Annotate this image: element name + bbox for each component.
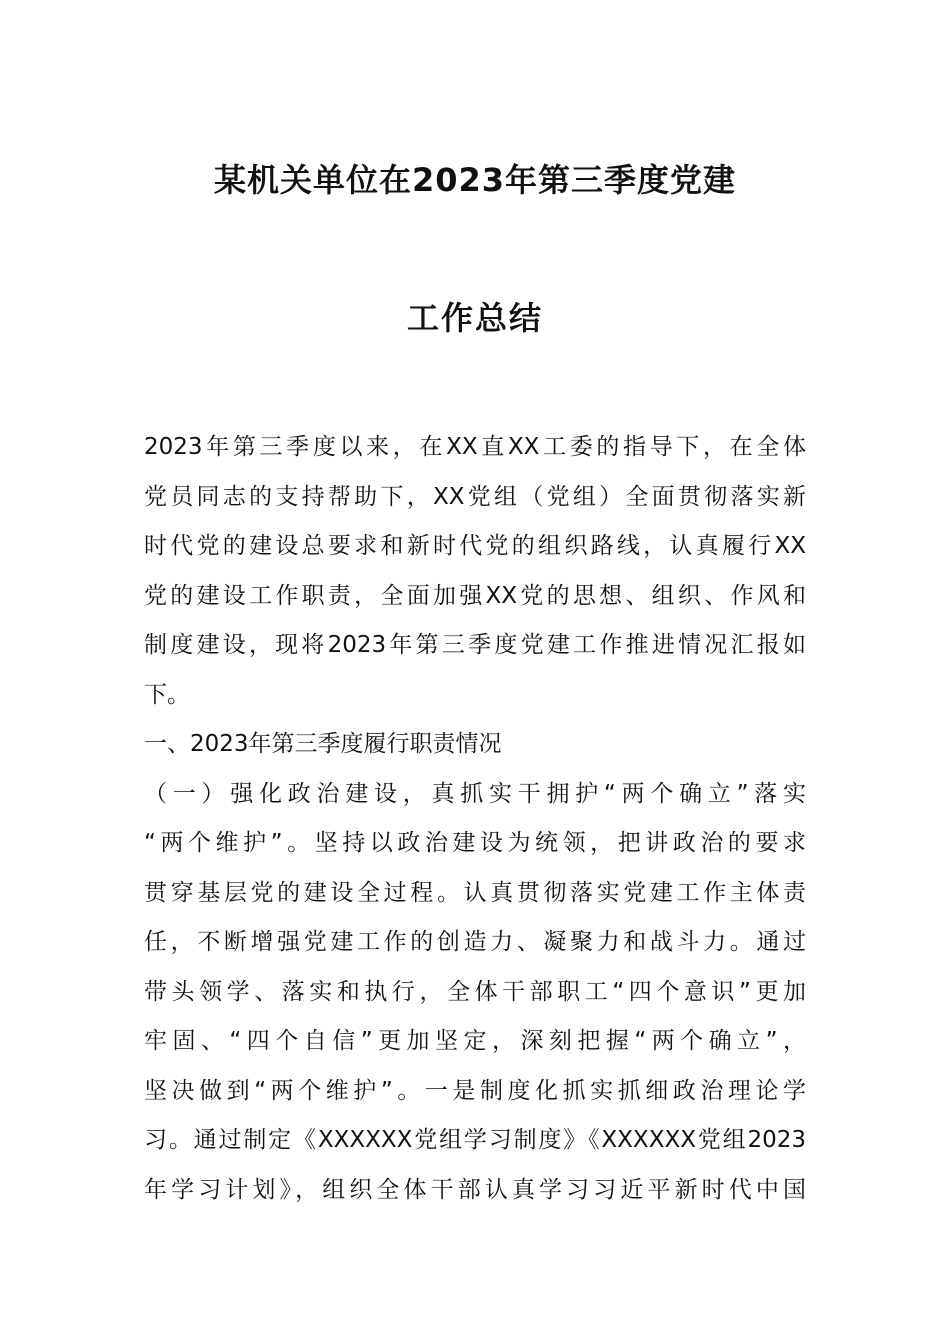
body-line: “两个维护”。坚持以政治建设为统领，把讲政治的要求	[144, 830, 806, 856]
body-line: 坚决做到“两个维护”。一是制度化抓实抓细政治理论学	[144, 1077, 806, 1104]
body-line: 带头领学、落实和执行，全体干部职工“四个意识”更加	[144, 978, 806, 1005]
body-line: 2023年第三季度以来，在XX直XX工委的指导下，在全体	[144, 434, 806, 460]
body-line: 下。	[144, 681, 190, 708]
body-line: （一）强化政治建设，真抓实干拥护“两个确立”落实	[144, 780, 806, 807]
body-line: 牢固、“四个自信”更加坚定，深刻把握“两个确立”，	[144, 1028, 806, 1054]
document-body	[144, 423, 806, 1215]
section-heading: 一、2023年第三季度履行职责情况	[144, 731, 502, 757]
document-title-line-2: 工作总结	[406, 299, 543, 337]
body-line: 贯穿基层党的建设全过程。认真贯彻落实党建工作主体责	[144, 879, 806, 906]
body-line: 任，不断增强党建工作的创造力、凝聚力和战斗力。通过	[144, 929, 806, 955]
body-line: 党的建设工作职责，全面加强XX党的思想、组织、作风和	[144, 582, 806, 609]
body-line: 制度建设，现将2023年第三季度党建工作推进情况汇报如	[144, 632, 806, 658]
body-line: 时代党的建设总要求和新时代党的组织路线，认真履行XX	[144, 533, 806, 559]
document-title-line-1: 某机关单位在2023年第三季度党建	[213, 161, 737, 199]
body-line: 习。通过制定《XXXXXX党组学习制度》《XXXXXX党组2023	[144, 1127, 806, 1153]
body-line: 年学习计划》，组织全体干部认真学习习近平新时代中国	[144, 1176, 806, 1203]
body-line: 党员同志的支持帮助下，XX党组（党组）全面贯彻落实新	[144, 483, 806, 510]
